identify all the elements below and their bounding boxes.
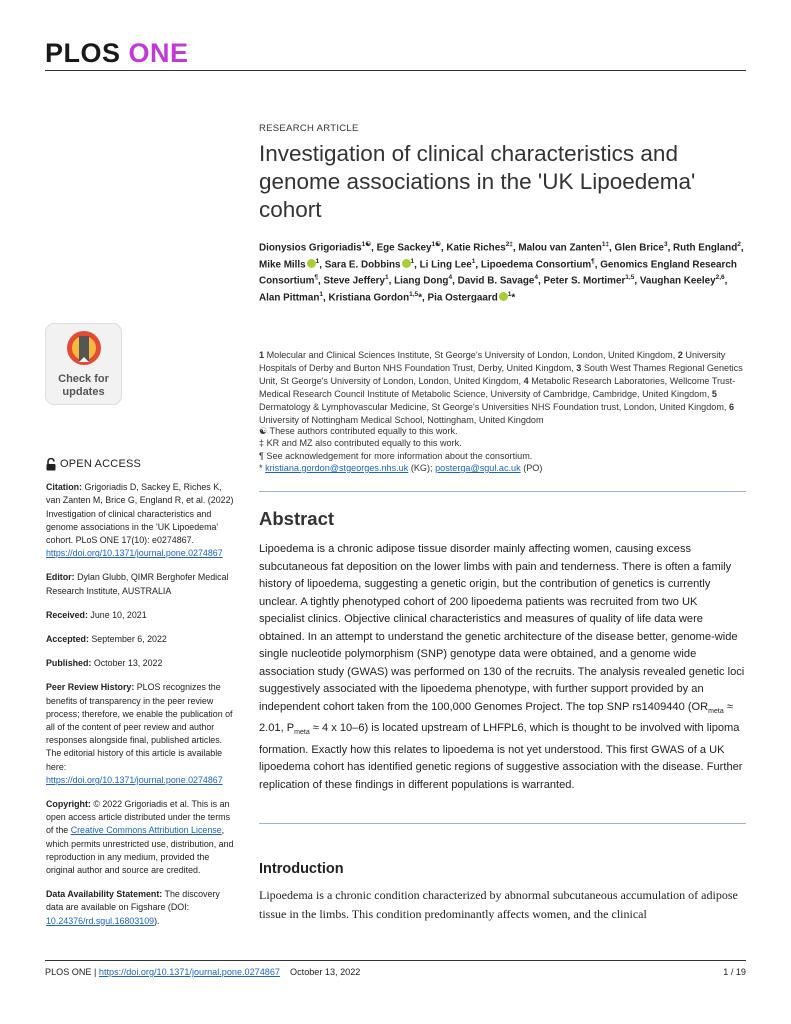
- peer-review-history: Peer Review History: PLOS recognizes the benefits of transparency in the peer review process; therefore, we enable the publication of all of the content of peer review and author responses alongside final, published articles. The editorial history of this article is available here: https://doi.org/10.1371/journal.pone.0274867: [46, 682, 233, 785]
- peer-review-link[interactable]: https://doi.org/10.1371/journal.pone.0274867: [46, 774, 223, 785]
- article-type: RESEARCH ARTICLE: [259, 123, 359, 134]
- page-number: 1 / 19: [723, 967, 746, 977]
- citation-doi-link[interactable]: https://doi.org/10.1371/journal.pone.0274867: [46, 548, 223, 559]
- open-lock-icon: [46, 458, 56, 471]
- article-title: Investigation of clinical characteristics and genome associations in the 'UK Lipoedema' cohort: [259, 141, 696, 222]
- introduction-heading: Introduction: [259, 861, 344, 877]
- corresponding-authors: * kristiana.gordon@stgeorges.nhs.uk (KG); posterga@sgul.ac.uk (PO): [259, 462, 543, 473]
- published-date: Published: October 13, 2022: [46, 658, 163, 669]
- author-list: Dionysios Grigoriadis$^{1☯}$, Ege Sackey$^{1☯}$, Katie Riches$^{2\ddagger}$, Malou van Zanten$^{1\ddagger}$, Glen Brice$^3$, Ruth England$^2$, Mike Mills $^1$, Sara E. Dobbins $^1$, Li Ling Lee$^1$, Lipoedema Consortium¶, Genomics England Research Consortium¶, Steve Jeffery$^1$, Liang Dong$^4$, David B. Savage$^4$, Peter S. Mortimer$^{1,5}$, Vaughan Keeley$^{2,6}$, Alan Pittman$^1$, Kristiana Gordon$^{1,5}$*, Pia Ostergaard $^1$*: [259, 241, 744, 304]
- equal-contribution-note: ☯ These authors contributed equally to this work.: [259, 426, 458, 436]
- open-access: [46, 458, 236, 471]
- badge-line2: updates: [62, 386, 105, 398]
- also-equal-note: ‡ KR and MZ also contributed equally to this work.: [259, 438, 462, 449]
- figshare-doi-link[interactable]: 10.24376/rd.sgul.16803109: [46, 915, 155, 926]
- orcid-icon[interactable]: [499, 292, 508, 301]
- badge-line1: Check for: [58, 373, 109, 385]
- orcid-icon[interactable]: [307, 259, 316, 268]
- footer-doi-link[interactable]: https://doi.org/10.1371/journal.pone.0274867: [98, 967, 280, 977]
- logo-one: ONE: [128, 38, 189, 68]
- received-date: Received: June 10, 2021: [46, 609, 147, 620]
- introduction-text: Lipoedema is a chronic condition characterized by abnormal subcutaneous accumulation of adipose tissue in the limbs. This condition predominantly affects women, and the clinical: [259, 888, 738, 921]
- consortium-note: ¶ See acknowledgement for more information about the consortium.: [259, 450, 533, 461]
- abstract-text: Lipoedema is a chronic adipose tissue disorder mainly affecting women, causing excess subcutaneous fat deposition on the lower limbs with pain and tenderness. There is often a family history of lipoedema, suggesting a genetic origin, but the contribution of genetics is currently unclear. A tightly phenotyped cohort of 200 lipoedema patients was recruited from two UK specialist clinics. Objective clinical characteristics and measures of quality of life data were obtained. In an attempt to understand the genetic architecture of the disease better, genome-wide single nucleotide polymorphism (SNP) genotype data were obtained, and a genome wide association study (GWAS) was performed on 130 of the recruits. The analysis revealed genetic loci suggestively associated with the lipoedema phenotype, with further support provided by an independent cohort taken from the 100,000 Genomes Project. The top SNP rs1409440 ($OR_{meta} \approx 2.01$, $P_{meta} \approx 4$ x 10–6) is located upstream of LHFPL6, which is thought to be involved with lipoma formation. Exactly how this relates to lipoedema is not yet understood. This first GWAS of a UK lipoedema cohort has identified genetic regions of suggestive association with the disease. Further replication of these findings in different populations is warranted.: [259, 543, 745, 791]
- footer-journal: PLOS ONE |: [45, 967, 97, 977]
- editor: Editor: Dylan Glubb, QIMR Berghofer Medical Research Institute, AUSTRALIA: [46, 572, 229, 596]
- abstract-heading: Abstract: [259, 508, 335, 529]
- abstract-top-divider: [259, 491, 746, 492]
- affiliations: 1 Molecular and Clinical Sciences Institute, St George's University of London, London, United Kingdom, 2 University Hospitals of Derby and Burton NHS Foundation Trust, Derby, United Kingdom, 3 South West Thames Regional Genetics Unit, St George's University of London, London, United Kingdom, 4 Metabolic Research Laboratories, Wellcome Trust-Medical Research Council Institute of Metabolic Science, University of Cambridge, Cambridge, United Kingdom, 5 Dermatology & Lymphovascular Medicine, St George's Universities NHS Foundation trust, London, United Kingdom, 6 University of Nottingham Medical School, Nottingham, United Kingdom: [259, 350, 743, 426]
- header-divider: [45, 70, 746, 71]
- page-footer: [45, 967, 746, 977]
- data-availability: Data Availability Statement: The discovery data are available on Figshare (DOI: 10.24376/rd.sgul.16803109).: [46, 889, 220, 926]
- email-link-kg[interactable]: kristiana.gordon@stgeorges.nhs.uk: [265, 462, 409, 473]
- logo-plos: PLOS: [45, 38, 121, 68]
- citation: Citation: Grigoriadis D, Sackey E, Riches K, van Zanten M, Brice G, England R, et al. (2022) Investigation of clinical characteristics and genome associations in the 'UK Lipoedema' cohort. PLoS ONE 17(10): e0274867. https://doi.org/10.1371/journal.pone.0274867: [46, 482, 234, 559]
- bookmark-ribbon-icon: [63, 328, 105, 372]
- open-access-label: OPEN ACCESS: [60, 458, 142, 470]
- footer-date: October 13, 2022: [290, 967, 361, 977]
- abstract-bottom-divider: [259, 823, 746, 824]
- check-for-updates-badge[interactable]: [46, 324, 121, 404]
- copyright: Copyright: © 2022 Grigoriadis et al. This is an open access article distributed under the terms of the Creative Commons Attribution License, which permits unrestricted use, distribution, and reproduction in any medium, provided the original author and source are credited.: [46, 799, 234, 876]
- footer-divider: [45, 960, 746, 961]
- journal-logo: [45, 38, 189, 69]
- email-link-po[interactable]: posterga@sgul.ac.uk: [435, 462, 521, 473]
- author-notes: [259, 425, 746, 474]
- license-link[interactable]: Creative Commons Attribution License: [70, 825, 222, 836]
- accepted-date: Accepted: September 6, 2022: [46, 634, 167, 645]
- orcid-icon[interactable]: [402, 259, 411, 268]
- equal-contribution-icon: ☯: [259, 426, 268, 436]
- article-sidebar: [46, 458, 236, 939]
